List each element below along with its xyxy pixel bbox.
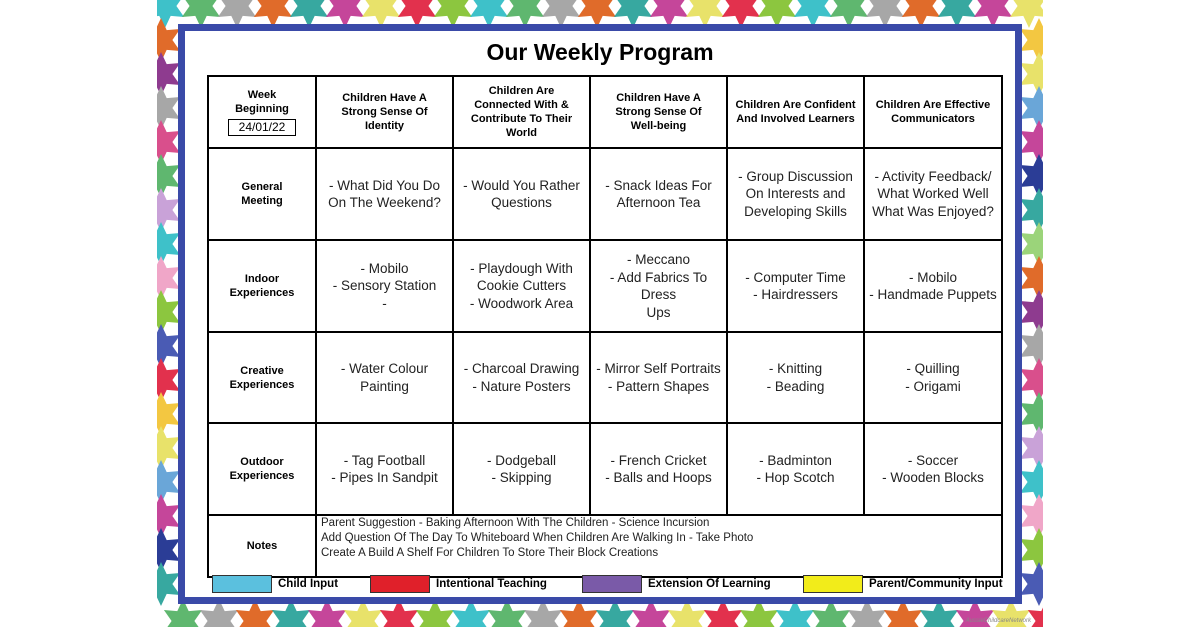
legend: [207, 575, 1007, 597]
cell-creative-world[interactable]: - Charcoal Drawing - Nature Posters: [453, 332, 590, 423]
cell-indoor-communicators[interactable]: - Mobilo - Handmade Puppets: [864, 240, 1002, 332]
cell-general-identity[interactable]: - What Did You Do On The Weekend?: [316, 148, 453, 240]
cell-general-learners[interactable]: - Group Discussion On Interests and Developing Skills: [727, 148, 864, 240]
column-header-world: Children Are Connected With & Contribute To Their World: [453, 76, 590, 148]
cell-indoor-learners[interactable]: - Computer Time - Hairdressers: [727, 240, 864, 332]
watermark: AussieChildcareNetwork: [965, 618, 1031, 624]
cell-creative-identity[interactable]: - Water Colour Painting: [316, 332, 453, 423]
cell-indoor-wellbeing[interactable]: - Meccano - Add Fabrics To Dress Ups: [590, 240, 727, 332]
cell-indoor-identity[interactable]: - Mobilo - Sensory Station -: [316, 240, 453, 332]
row-notes: [208, 515, 1002, 577]
week-beginning-cell: [208, 76, 316, 148]
row-label-creative: Creative Experiences: [208, 332, 316, 423]
cell-outdoor-learners[interactable]: - Badminton - Hop Scotch: [727, 423, 864, 515]
cell-outdoor-communicators[interactable]: - Soccer - Wooden Blocks: [864, 423, 1002, 515]
legend-swatch-parent-community-input: [803, 575, 863, 593]
row-general-meeting: [208, 148, 1002, 240]
week-label: Week Beginning: [235, 89, 289, 115]
program-table: [207, 75, 1003, 578]
week-date-field[interactable]: 24/01/22: [228, 119, 297, 136]
legend-label-child-input: Child Input: [278, 578, 339, 590]
column-header-learners: Children Are Confident And Involved Learners: [727, 76, 864, 148]
legend-item-extension-of-learning: [582, 575, 771, 593]
cell-creative-wellbeing[interactable]: - Mirror Self Portraits - Pattern Shapes: [590, 332, 727, 423]
cell-general-world[interactable]: - Would You Rather Questions: [453, 148, 590, 240]
cell-indoor-world[interactable]: - Playdough With Cookie Cutters - Woodwork Area: [453, 240, 590, 332]
cell-outdoor-identity[interactable]: - Tag Football - Pipes In Sandpit: [316, 423, 453, 515]
page-title: Our Weekly Program: [486, 39, 714, 65]
notes-cell[interactable]: [316, 515, 1002, 577]
cell-general-communicators[interactable]: - Activity Feedback/ What Worked Well What Was Enjoyed?: [864, 148, 1002, 240]
border-star: [157, 562, 180, 606]
row-indoor-experiences: [208, 240, 1002, 332]
legend-item-intentional-teaching: [370, 575, 547, 593]
cell-outdoor-wellbeing[interactable]: - French Cricket - Balls and Hoops: [590, 423, 727, 515]
legend-item-child-input: [212, 575, 338, 593]
legend-swatch-child-input: [212, 575, 272, 593]
cell-creative-communicators[interactable]: - Quilling - Origami: [864, 332, 1002, 423]
program-frame: [178, 24, 1022, 604]
row-label-indoor: Indoor Experiences: [208, 240, 316, 332]
legend-label-extension-of-learning: Extension Of Learning: [648, 578, 771, 590]
notes-line: Add Question Of The Day To Whiteboard When Children Are Walking In - Take Photo: [321, 532, 754, 544]
header-row: [208, 76, 1002, 148]
legend-item-parent-community-input: [803, 575, 1003, 593]
column-header-identity: Children Have A Strong Sense Of Identity: [316, 76, 453, 148]
cell-creative-learners[interactable]: - Knitting - Beading: [727, 332, 864, 423]
column-header-communicators: Children Are Effective Communicators: [864, 76, 1002, 148]
row-label-outdoor: Outdoor Experiences: [208, 423, 316, 515]
column-header-wellbeing: Children Have A Strong Sense Of Well-being: [590, 76, 727, 148]
border-star: [1020, 562, 1043, 606]
row-outdoor-experiences: [208, 423, 1002, 515]
legend-swatch-extension-of-learning: [582, 575, 642, 593]
cell-general-wellbeing[interactable]: - Snack Ideas For Afternoon Tea: [590, 148, 727, 240]
row-label-notes: Notes: [208, 515, 316, 577]
row-label-general-meeting: General Meeting: [208, 148, 316, 240]
notes-line: Parent Suggestion - Baking Afternoon With The Children - Science Incursion: [321, 517, 710, 529]
legend-label-parent-community-input: Parent/Community Input: [869, 578, 1003, 590]
row-creative-experiences: [208, 332, 1002, 423]
legend-swatch-intentional-teaching: [370, 575, 430, 593]
cell-outdoor-world[interactable]: - Dodgeball - Skipping: [453, 423, 590, 515]
notes-line: Create A Build A Shelf For Children To Store Their Block Creations: [321, 547, 659, 559]
program-sheet: [157, 0, 1043, 627]
legend-label-intentional-teaching: Intentional Teaching: [436, 578, 547, 590]
